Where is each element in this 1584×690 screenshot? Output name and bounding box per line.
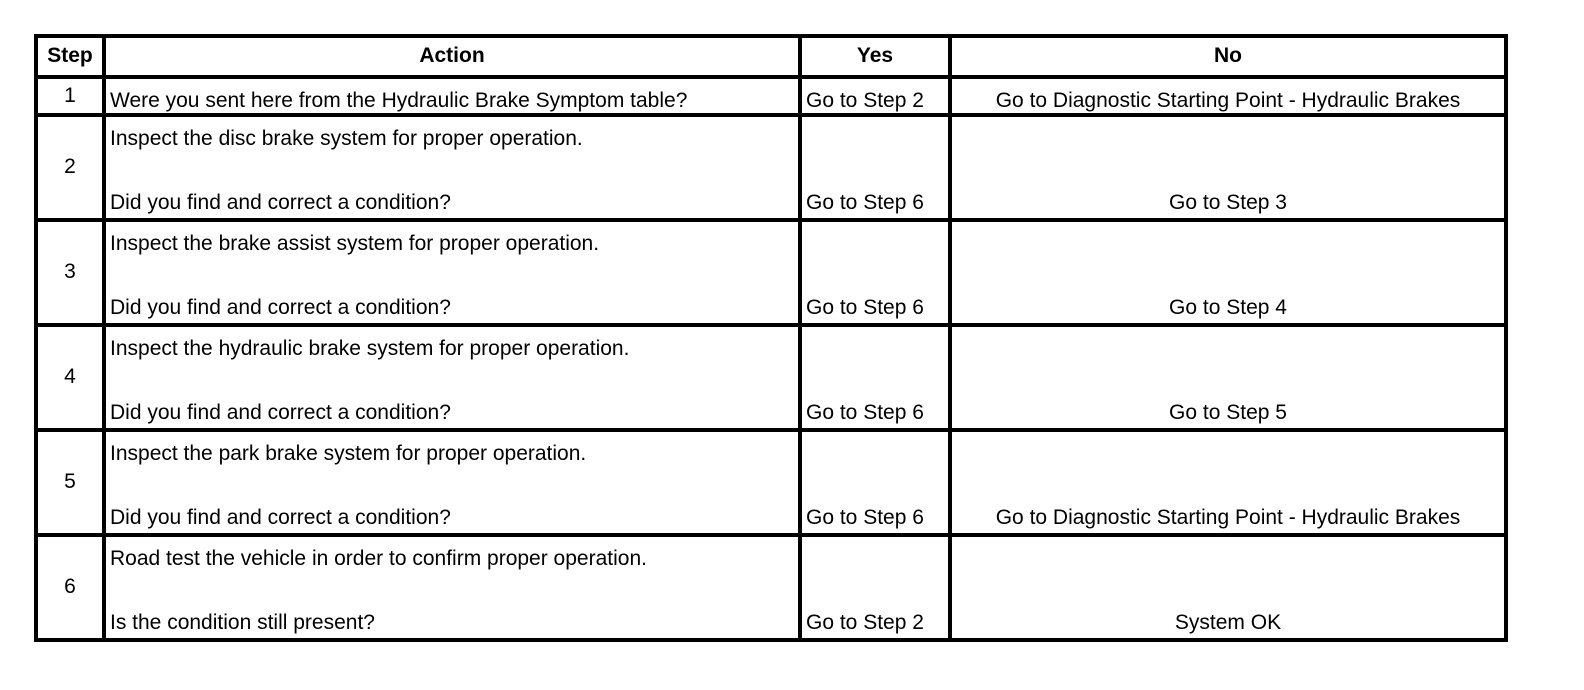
- action-question: Is the condition still present?: [110, 610, 375, 634]
- no-cell: [950, 430, 1506, 535]
- no-cell: [950, 220, 1506, 325]
- no-result: System OK: [1174, 610, 1282, 634]
- action-cell: [104, 535, 800, 640]
- yes-result: Go to Step 2: [800, 77, 950, 115]
- action-cell: [104, 115, 800, 220]
- action-instruction: Inspect the hydraulic brake system for proper operation.: [110, 336, 630, 360]
- yes-result: Go to Step 6: [806, 505, 924, 529]
- yes-cell: [800, 535, 950, 640]
- action-instruction: Inspect the brake assist system for proper operation.: [110, 231, 600, 255]
- step-number: 6: [36, 535, 104, 640]
- action-instruction: Road test the vehicle in order to confirm proper operation.: [110, 546, 647, 570]
- table-row: [36, 115, 1506, 220]
- step-number: 2: [36, 115, 104, 220]
- no-cell: [950, 535, 1506, 640]
- action-question: Did you find and correct a condition?: [110, 190, 451, 214]
- action-question: Were you sent here from the Hydraulic Brake Symptom table?: [110, 88, 688, 112]
- header-no: No: [950, 36, 1506, 77]
- action-instruction: Inspect the disc brake system for proper operation.: [110, 126, 583, 150]
- yes-cell: [800, 115, 950, 220]
- yes-result: Go to Step 6: [806, 295, 924, 319]
- no-result: Go to Step 4: [1169, 295, 1287, 319]
- no-result: Go to Diagnostic Starting Point - Hydraulic Brakes: [995, 505, 1461, 529]
- header-step: Step: [36, 36, 104, 77]
- header-row: [36, 36, 1506, 77]
- action-question: Did you find and correct a condition?: [110, 295, 451, 319]
- action-cell: [104, 220, 800, 325]
- action-cell: [104, 430, 800, 535]
- table-row: [36, 220, 1506, 325]
- action-question: Did you find and correct a condition?: [110, 505, 451, 529]
- no-cell: [950, 115, 1506, 220]
- yes-cell: [800, 220, 950, 325]
- header-yes: Yes: [800, 36, 950, 77]
- no-result: Go to Step 5: [1169, 400, 1287, 424]
- step-number: 3: [36, 220, 104, 325]
- step-number: 1: [36, 77, 104, 115]
- table-row: [36, 430, 1506, 535]
- no-cell: [950, 325, 1506, 430]
- diagnostic-table: [34, 34, 1508, 642]
- yes-cell: [800, 325, 950, 430]
- no-result: Go to Step 3: [1169, 190, 1287, 214]
- step-number: 5: [36, 430, 104, 535]
- action-cell: [104, 77, 800, 115]
- action-instruction: Inspect the park brake system for proper operation.: [110, 441, 587, 465]
- action-cell: [104, 325, 800, 430]
- table-row: [36, 77, 1506, 115]
- yes-result: Go to Step 6: [806, 400, 924, 424]
- table-row: [36, 535, 1506, 640]
- no-result: Go to Diagnostic Starting Point - Hydraulic Brakes: [950, 77, 1506, 115]
- yes-cell: [800, 430, 950, 535]
- yes-result: Go to Step 6: [806, 190, 924, 214]
- table-row: [36, 325, 1506, 430]
- yes-result: Go to Step 2: [806, 610, 924, 634]
- step-number: 4: [36, 325, 104, 430]
- action-question: Did you find and correct a condition?: [110, 400, 451, 424]
- header-action: Action: [104, 36, 800, 77]
